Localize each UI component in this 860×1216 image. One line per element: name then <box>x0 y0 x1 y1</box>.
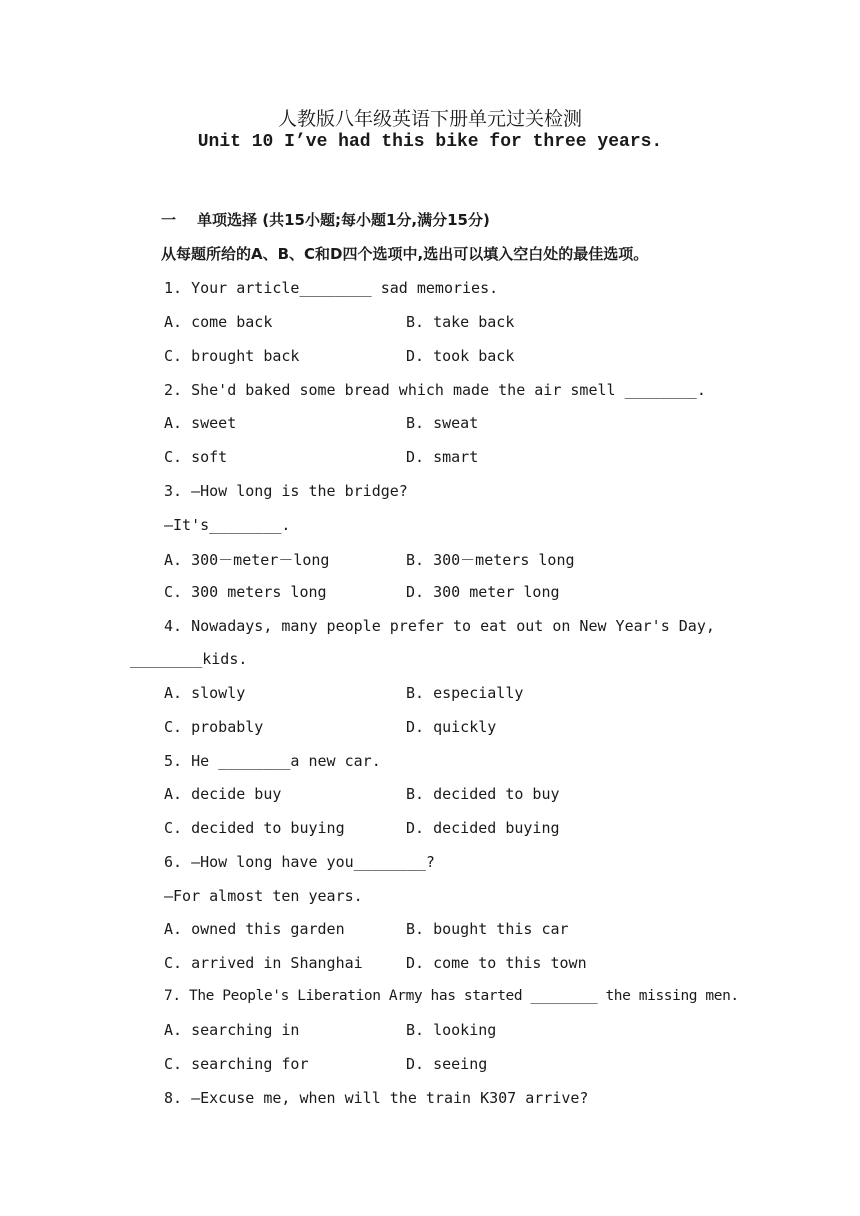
question-stem-continued: ________kids. <box>130 650 248 668</box>
option-a: A. come back <box>164 313 273 331</box>
question-stem: 1. Your article________ sad memories. <box>164 279 499 297</box>
option-c: C. 300 meters long <box>164 583 327 601</box>
question-stem: 7. The People's Liberation Army has started ________ the missing men. <box>164 988 739 1004</box>
question-stem: 4. Nowadays, many people prefer to eat out on New Year's Day, <box>164 617 715 635</box>
unit-title: Unit 10 I’ve had this bike for three years. <box>197 132 663 152</box>
option-a: A. searching in <box>164 1021 300 1039</box>
option-d: D. decided buying <box>406 819 560 837</box>
option-b: B. bought this car <box>406 920 569 938</box>
option-a: A. 300－meter－long <box>164 551 330 569</box>
option-b: B. sweat <box>406 414 479 432</box>
option-c: C. decided to buying <box>164 819 345 837</box>
option-b: B. take back <box>406 313 515 331</box>
question-answer-line: —For almost ten years. <box>164 887 363 905</box>
question-stem: 8. —Excuse me, when will the train K307 arrive? <box>164 1089 589 1107</box>
option-c: C. soft <box>164 448 228 466</box>
option-a: A. slowly <box>164 684 246 702</box>
question-answer-line: —It's________. <box>164 516 291 534</box>
section-heading <box>161 209 490 230</box>
option-a: A. sweet <box>164 414 237 432</box>
option-d: D. smart <box>406 448 479 466</box>
option-c: C. probably <box>164 718 264 736</box>
option-a: A. decide buy <box>164 785 282 803</box>
option-b: B. looking <box>406 1021 497 1039</box>
section-number: 一 <box>161 211 177 229</box>
option-c: C. brought back <box>164 347 300 365</box>
option-b: B. especially <box>406 684 524 702</box>
section-instruction: 从每题所给的A、B、C和D四个选项中,选出可以填入空白处的最佳选项。 <box>161 245 649 263</box>
option-b: B. 300－meters long <box>406 551 575 569</box>
option-c: C. arrived in Shanghai <box>164 954 363 972</box>
option-d: D. come to this town <box>406 954 587 972</box>
section-title: 单项选择 (共15小题;每小题1分,满分15分) <box>197 211 490 229</box>
question-stem: 6. —How long have you________? <box>164 853 435 871</box>
option-b: B. decided to buy <box>406 785 560 803</box>
question-stem: 2. She'd baked some bread which made the air smell ________. <box>164 381 706 399</box>
option-a: A. owned this garden <box>164 920 345 938</box>
question-stem: 5. He ________a new car. <box>164 752 381 770</box>
option-d: D. seeing <box>406 1055 488 1073</box>
document-title: 人教版八年级英语下册单元过关检测 <box>277 108 582 130</box>
question-stem: 3. —How long is the bridge? <box>164 482 408 500</box>
option-d: D. quickly <box>406 718 497 736</box>
option-c: C. searching for <box>164 1055 309 1073</box>
option-d: D. 300 meter long <box>406 583 560 601</box>
option-d: D. took back <box>406 347 515 365</box>
